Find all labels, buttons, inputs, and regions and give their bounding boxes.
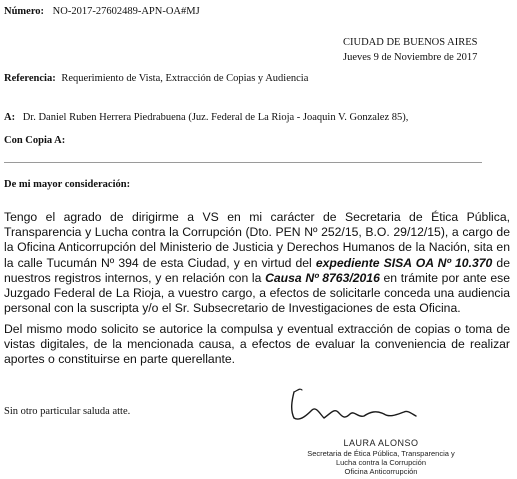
document-number	[4, 6, 200, 17]
signatory-title-line-1: Secretaria de Ética Pública, Transparencia y	[307, 449, 455, 458]
divider	[4, 162, 482, 163]
body-paragraph-2: Del mismo modo solicito se autorice la compulsa y eventual extracción de copias o toma de vistas digitales, de la mencionada causa, a efectos de evaluar la conveniencia de realizar aportes o constituirse en parte querellante.	[4, 322, 510, 367]
reference-value: Requerimiento de Vista, Extracción de Copias y Audiencia	[61, 73, 309, 84]
handwritten-signature	[280, 384, 440, 434]
reference	[4, 73, 308, 84]
p1-text-c: en trámite por ante ese Juzgado Federal de La Rioja, a vuestro cargo, a efectos de solicitarle conceda una audiencia personal con la suscripta y/o el Sr. Subsecretario de Investigaciones de esta Oficina.	[4, 270, 511, 316]
recipient-value: Dr. Daniel Ruben Herrera Piedrabuena (Juz. Federal de La Rioja - Joaquin V. Gonzalez 85),	[22, 112, 409, 123]
p1-text-b: de nuestros registros internos, y en relación con la	[4, 255, 510, 285]
case-reference: Causa Nº 8763/2016	[265, 270, 380, 285]
signatory-title-line-2: Lucha contra la Corrupción	[335, 458, 427, 468]
number-label: Número:	[4, 6, 45, 17]
file-reference: expediente SISA OA Nº 10.370	[315, 255, 493, 270]
number-value: NO-2017-27602489-APN-OA#MJ	[52, 6, 200, 17]
p1-text-a: Tengo el agrado de dirigirme a VS en mi carácter de Secretaria de Ética Pública, Transparencia y Lucha contra la Corrupción (Dto. PEN Nº 252/15, B.O. 29/12/15), a cargo de la Oficina Anticorrupción del Ministerio de Justicia y Derechos Humanos de la Nación, sita en la calle Tucumán Nº 394 de esta Ciudad, y en virtud del	[4, 210, 510, 270]
copy-label: Con Copia A:	[4, 135, 66, 146]
body-paragraph-1	[4, 210, 510, 316]
signature-block	[296, 438, 466, 477]
recipient	[4, 112, 408, 123]
city: CIUDAD DE BUENOS AIRES	[343, 37, 478, 48]
signatory-title-line-3: Oficina Anticorrupción	[344, 467, 418, 477]
date: Jueves 9 de Noviembre de 2017	[343, 52, 478, 63]
greeting: De mi mayor consideración:	[4, 179, 131, 190]
closing: Sin otro particular saluda atte.	[4, 406, 131, 417]
recipient-label: A:	[4, 112, 16, 123]
signatory-name: LAURA ALONSO	[343, 438, 419, 448]
reference-label: Referencia:	[4, 73, 56, 84]
